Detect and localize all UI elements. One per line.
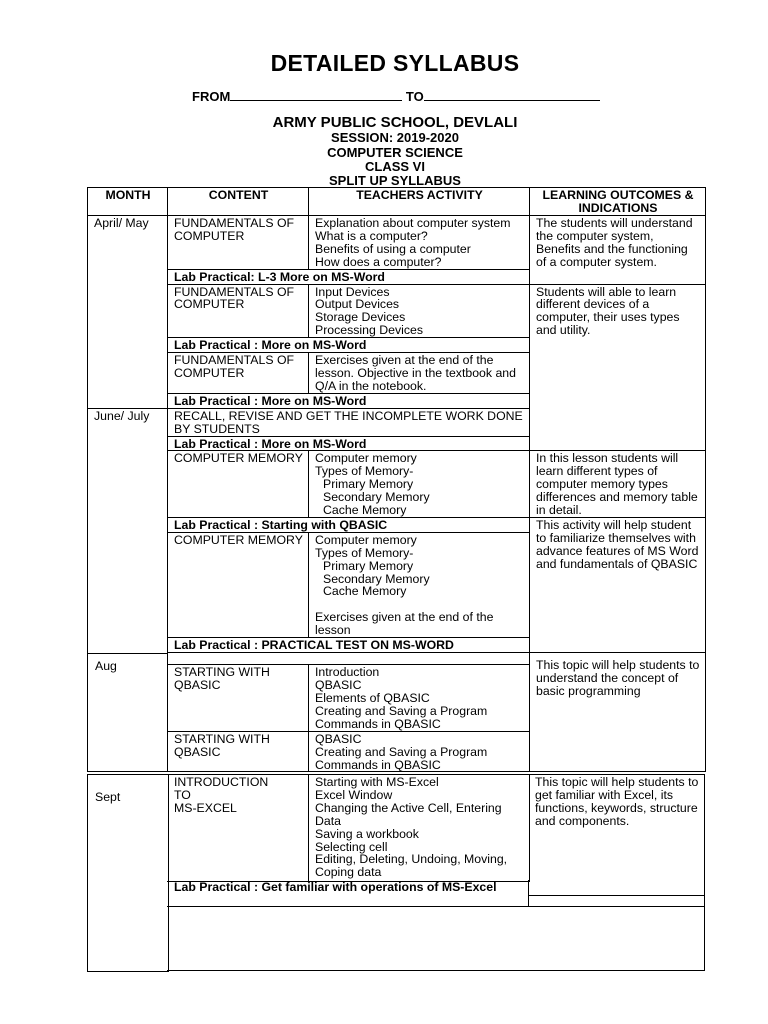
- lab-practical: Lab Practical : PRACTICAL TEST ON MS-WORD: [168, 638, 530, 653]
- header-outcomes: LEARNING OUTCOMES & INDICATIONS: [530, 188, 706, 216]
- activity-cell: Starting with MS-Excel Excel Window Changing the Active Cell, Entering Data Saving a workbook Selecting cell Editing, Deleting, Undoing, Moving, Coping data: [315, 775, 508, 880]
- month-sept: Sept: [95, 790, 121, 804]
- activity-cell: Input Devices Output Devices Storage Devices Processing Devices: [309, 284, 530, 338]
- recall-cell: RECALL, REVISE AND GET THE INCOMPLETE WORK DONE BY STUDENTS: [168, 408, 530, 436]
- table-row: [88, 284, 706, 338]
- header-month: MONTH: [88, 188, 168, 216]
- lab-practical: Lab Practical : More on MS-Word: [168, 338, 530, 353]
- table-header-row: [88, 188, 706, 216]
- content-cell: FUNDAMENTALS OF COMPUTER: [168, 284, 309, 338]
- content-cell: INTRODUCTION TO MS-EXCEL: [174, 775, 269, 815]
- lab-practical: Lab Practical : Get familiar with operations of MS-Excel: [174, 880, 497, 894]
- lab-practical: Lab Practical: L-3 More on MS-Word: [168, 269, 530, 284]
- month-cell: June/ July: [88, 408, 168, 772]
- content-cell: COMPUTER MEMORY: [168, 451, 309, 518]
- header-activity: TEACHERS ACTIVITY: [309, 188, 530, 216]
- sept-block: [87, 774, 705, 971]
- month-cell: April/ May: [88, 216, 168, 409]
- header-content: CONTENT: [168, 188, 309, 216]
- activity-cell: Explanation about computer system What is a computer? Benefits of using a computer How does a computer?: [309, 216, 530, 270]
- content-cell: STARTING WITH QBASIC: [168, 665, 309, 732]
- activity-cell: QBASIC Creating and Saving a Program Commands in QBASIC: [309, 731, 530, 772]
- outcome-cell: In this lesson students will learn different types of computer memory types differences and memory table in detail.: [530, 451, 706, 518]
- activity-cell: Introduction QBASIC Elements of QBASIC Creating and Saving a Program Commands in QBASIC: [309, 665, 530, 732]
- school-name: ARMY PUBLIC SCHOOL, DEVLALI: [272, 114, 518, 131]
- subject-line: COMPUTER SCIENCE: [327, 145, 463, 160]
- activity-cell: Computer memory Types of Memory- Primary Memory Secondary Memory Cache Memory Exercises given at the end of the lesson: [309, 532, 530, 637]
- from-label: FROM: [192, 89, 231, 104]
- activity-cell: Exercises given at the end of the lesson. Objective in the textbook and Q/A in the notebook.: [309, 353, 530, 394]
- from-blank: [230, 90, 402, 101]
- content-cell: FUNDAMENTALS OF COMPUTER: [168, 216, 309, 270]
- month-aug: Aug: [95, 659, 117, 673]
- aug-outcome: This topic will help students to understand the concept of basic programming: [536, 658, 700, 698]
- outcome-cell: Students will able to learn different devices of a computer, their uses types and utility.: [530, 284, 706, 451]
- split-line: SPLIT UP SYLLABUS: [329, 173, 461, 188]
- outcome-cell: The students will understand the computer system, Benefits and the functioning of a computer system.: [530, 216, 706, 285]
- outcome-cell: This activity will help student to familiarize themselves with advance features of MS Word and fundamentals of QBASIC: [530, 517, 706, 652]
- from-to-line: [192, 89, 600, 104]
- activity-cell: Computer memory Types of Memory- Primary Memory Secondary Memory Cache Memory: [309, 451, 530, 518]
- lab-row: [88, 517, 706, 532]
- lab-practical: Lab Practical : More on MS-Word: [168, 436, 530, 451]
- aug-divider: [88, 653, 167, 654]
- lab-practical: Lab Practical : Starting with QBASIC: [168, 517, 530, 532]
- session-line: SESSION: 2019-2020: [331, 130, 459, 145]
- lab-practical: Lab Practical : More on MS-Word: [168, 393, 530, 408]
- to-label: TO: [405, 89, 424, 104]
- outcome-cell: This topic will help students to get familiar with Excel, its functions, keywords, structure and components.: [535, 775, 699, 828]
- table-row: [88, 216, 706, 270]
- to-blank: [424, 90, 600, 101]
- table-row: [88, 451, 706, 518]
- class-line: CLASS VI: [365, 159, 425, 174]
- content-cell: COMPUTER MEMORY: [168, 532, 309, 637]
- content-cell: STARTING WITH QBASIC: [168, 731, 309, 772]
- document-title: DETAILED SYLLABUS: [270, 50, 520, 76]
- content-cell: FUNDAMENTALS OF COMPUTER: [168, 353, 309, 394]
